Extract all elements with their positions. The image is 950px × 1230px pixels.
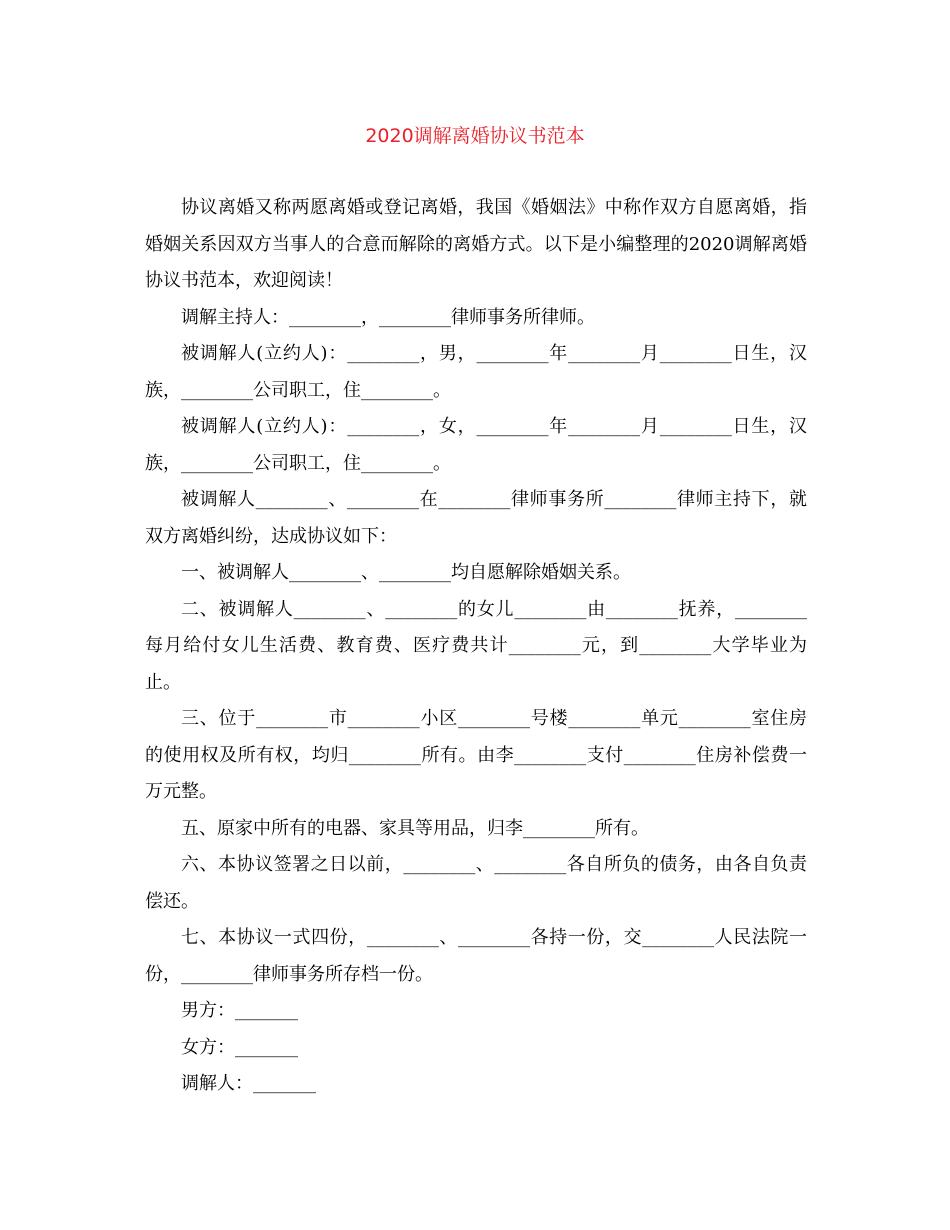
signature-female: 女方：_______ [181,1036,298,1058]
clause-5: 五、原家中所有的电器、家具等用品，归李________所有。 [181,817,649,839]
signature-male: 男方：_______ [181,1000,298,1021]
document-body [145,190,807,1103]
clause-7: 七、本协议一式四份，________、________各持一份，交________人民法院一份，________律师事务所存档一份。 [145,927,807,985]
party-male-line: 被调解人(立约人)：________，男，________年________月________日生，汉族，________公司职工，住________。 [145,343,807,401]
party-female-line: 被调解人(立约人)：________，女，________年________月________日生，汉族，________公司职工，住________。 [145,416,807,474]
intro-paragraph: 协议离婚又称两愿离婚或登记离婚，我国《婚姻法》中称作双方自愿离婚，指婚姻关系因双方当事人的合意而解除的离婚方式。以下是小编整理的2020调解离婚协议书范本，欢迎阅读！ [145,197,807,291]
document-title: 2020调解离婚协议书范本 [365,125,585,147]
clause-1: 一、被调解人________、________均自愿解除婚姻关系。 [181,562,631,583]
clause-2: 二、被调解人________、________的女儿________由________抚养，________每月给付女儿生活费、教育费、医疗费共计________元，到________大学毕业为止。 [145,598,807,693]
signature-mediator: 调解人：_______ [181,1073,316,1094]
agreement-preamble: 被调解人________、________在________律师事务所________律师主持下，就双方离婚纠纷，达成协议如下： [145,489,807,547]
clause-6: 六、本协议签署之日以前，________、________各自所负的债务，由各自负责偿还。 [145,854,807,912]
mediator-line: 调解主持人：________，________律师事务所律师。 [181,306,595,328]
clause-3: 三、位于________市________小区________号楼________单元________室住房的使用权及所有权，均归________所有。由李________支付________住房补偿费一万元整。 [145,708,807,802]
